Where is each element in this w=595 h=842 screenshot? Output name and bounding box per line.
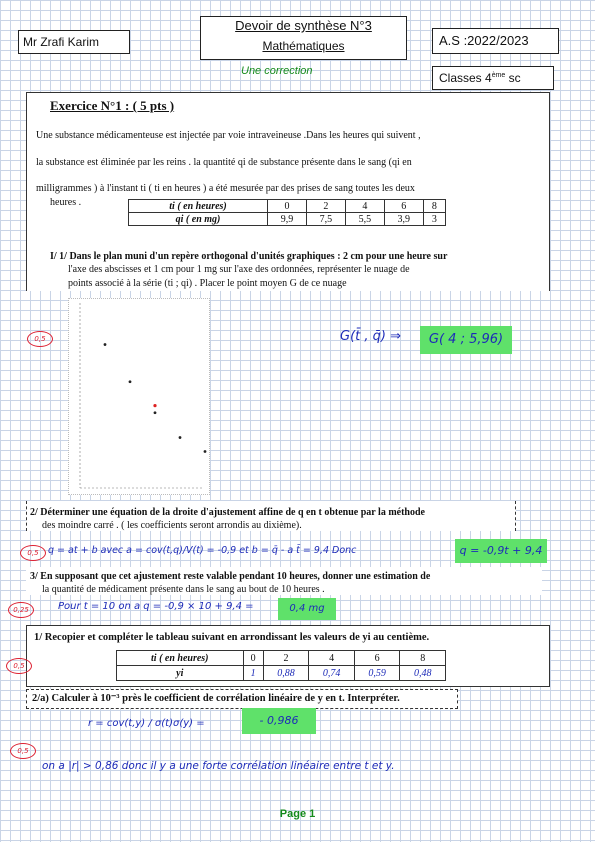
regression-text: q = at + b avec a = cov(t,q)/V(t) = -0,9 et b = q̄ - a t̄ = 9,4 Donc bbox=[48, 545, 357, 556]
table-row bbox=[117, 651, 446, 666]
intro-line-4: heures . bbox=[50, 197, 82, 208]
interpretation-text: on a |r| > 0,86 donc il y a une forte corrélation linéaire entre t et y. bbox=[42, 760, 395, 772]
scatter-point bbox=[179, 436, 182, 439]
grade-mark-1: 0,5 bbox=[27, 331, 53, 347]
exam-title: Devoir de synthèse N°3 bbox=[235, 18, 372, 33]
class-label bbox=[439, 71, 521, 85]
subject: Mathématiques bbox=[262, 39, 345, 53]
row-label: ti ( en heures) bbox=[129, 200, 268, 213]
page-number: Page 1 bbox=[279, 808, 316, 820]
table-cell: 6 bbox=[354, 651, 400, 666]
class-prefix: Classes 4 bbox=[439, 71, 492, 85]
question-1-line-3: points associé à la série (ti ; qi) . Placer le point moyen G de ce nuage bbox=[68, 278, 347, 289]
table-cell: 2 bbox=[263, 651, 309, 666]
table-cell: 0,48 bbox=[400, 666, 446, 681]
table-cell: 3,9 bbox=[384, 213, 423, 226]
mean-point-result: G( 4 ; 5,96) bbox=[420, 326, 512, 354]
table-cell: 2 bbox=[306, 200, 345, 213]
data-table-1 bbox=[128, 199, 446, 226]
part-2-question-1: 1/ Recopier et compléter le tableau suivant en arrondissant les valeurs de yi au centième. bbox=[34, 632, 430, 643]
scatter-point bbox=[204, 450, 207, 453]
table-cell: 7,5 bbox=[306, 213, 345, 226]
exercise-title: Exercice N°1 : ( 5 pts ) bbox=[50, 98, 175, 113]
school-year: A.S :2022/2023 bbox=[439, 33, 529, 48]
table-cell: 0,59 bbox=[354, 666, 400, 681]
intro-line-1: Une substance médicamenteuse est injectée par voie intraveineuse .Dans les heures qui suivent , bbox=[36, 130, 421, 141]
table-cell: 6 bbox=[384, 200, 423, 213]
table-cell: 1 bbox=[243, 666, 263, 681]
table-cell: 8 bbox=[400, 651, 446, 666]
scatter-point bbox=[129, 380, 132, 383]
correlation-text: r = cov(t,y) / σ(t)σ(y) = bbox=[88, 718, 205, 729]
table-cell: 4 bbox=[309, 651, 355, 666]
table-row bbox=[129, 213, 446, 226]
grade-mark-3: 0,25 bbox=[8, 602, 34, 618]
table-row bbox=[117, 666, 446, 681]
row-label: ti ( en heures) bbox=[117, 651, 244, 666]
regression-result: q = -0,9t + 9,4 bbox=[455, 539, 547, 563]
class-suffix: sc bbox=[505, 71, 521, 85]
mean-point-text: G(t̄ , q̄) ⇒ bbox=[340, 329, 401, 344]
question-2-line-1: 2/ Déterminer une équation de la droite d'ajustement affine de q en t obtenue par la méthode bbox=[30, 507, 425, 518]
table-cell: 0 bbox=[268, 200, 307, 213]
estimation-text: Pour t = 10 on a q = -0,9 × 10 + 9,4 = bbox=[58, 601, 254, 612]
table-cell: 3 bbox=[423, 213, 445, 226]
estimation-result: 0,4 mg bbox=[278, 598, 336, 620]
grade-mark-4: 0,5 bbox=[6, 658, 32, 674]
table-cell: 4 bbox=[345, 200, 384, 213]
table-cell: 0,74 bbox=[309, 666, 355, 681]
row-label: qi ( en mg) bbox=[129, 213, 268, 226]
class-sup: ème bbox=[491, 72, 506, 79]
table-cell: 0,88 bbox=[263, 666, 309, 681]
part-2-question-2a: 2/a) Calculer à 10⁻³ près le coefficient de corrélation linéaire de y en t. Interpréter. bbox=[32, 693, 400, 704]
table-cell: 8 bbox=[423, 200, 445, 213]
correlation-result: - 0,986 bbox=[242, 708, 316, 734]
grade-mark-2: 0,5 bbox=[20, 545, 46, 561]
class-box bbox=[432, 66, 554, 90]
data-table-2 bbox=[116, 650, 446, 681]
scatter-plot bbox=[68, 298, 208, 493]
correction-label: Une correction bbox=[241, 65, 313, 77]
intro-line-2: la substance est éliminée par les reins . la quantité qi de substance présente dans le sang (qi en bbox=[36, 157, 412, 168]
grade-mark-5: 0,5 bbox=[10, 743, 36, 759]
question-2-line-2: des moindre carré . ( les coefficients seront arrondis au dixième). bbox=[42, 520, 302, 531]
table-cell: 0 bbox=[243, 651, 263, 666]
intro-line-3: milligrammes ) à l'instant ti ( ti en heures ) a été mesurée par des prises de sang toutes les deux bbox=[36, 183, 415, 194]
teacher-box bbox=[18, 30, 130, 54]
question-3-line-1: 3/ En supposant que cet ajustement reste valable pendant 10 heures, donner une estimation de bbox=[30, 571, 431, 582]
year-box bbox=[432, 28, 559, 54]
scatter-point bbox=[154, 411, 157, 414]
table-cell: 5,5 bbox=[345, 213, 384, 226]
title-box bbox=[200, 16, 407, 60]
row-label: yi bbox=[117, 666, 244, 681]
question-1-line-2: l'axe des abscisses et 1 cm pour 1 mg sur l'axe des ordonnées, représenter le nuage de bbox=[68, 264, 410, 275]
teacher-name: Mr Zrafi Karim bbox=[23, 35, 99, 49]
question-3-line-2: la quantité de médicament présente dans le sang au bout de 10 heures . bbox=[42, 584, 325, 595]
table-row bbox=[129, 200, 446, 213]
mean-point bbox=[153, 404, 156, 407]
scatter-point bbox=[104, 343, 107, 346]
table-cell: 9,9 bbox=[268, 213, 307, 226]
question-1-line-1: I/ 1/ Dans le plan muni d'un repère orthogonal d'unités graphiques : 2 cm pour une heure sur bbox=[50, 251, 448, 262]
